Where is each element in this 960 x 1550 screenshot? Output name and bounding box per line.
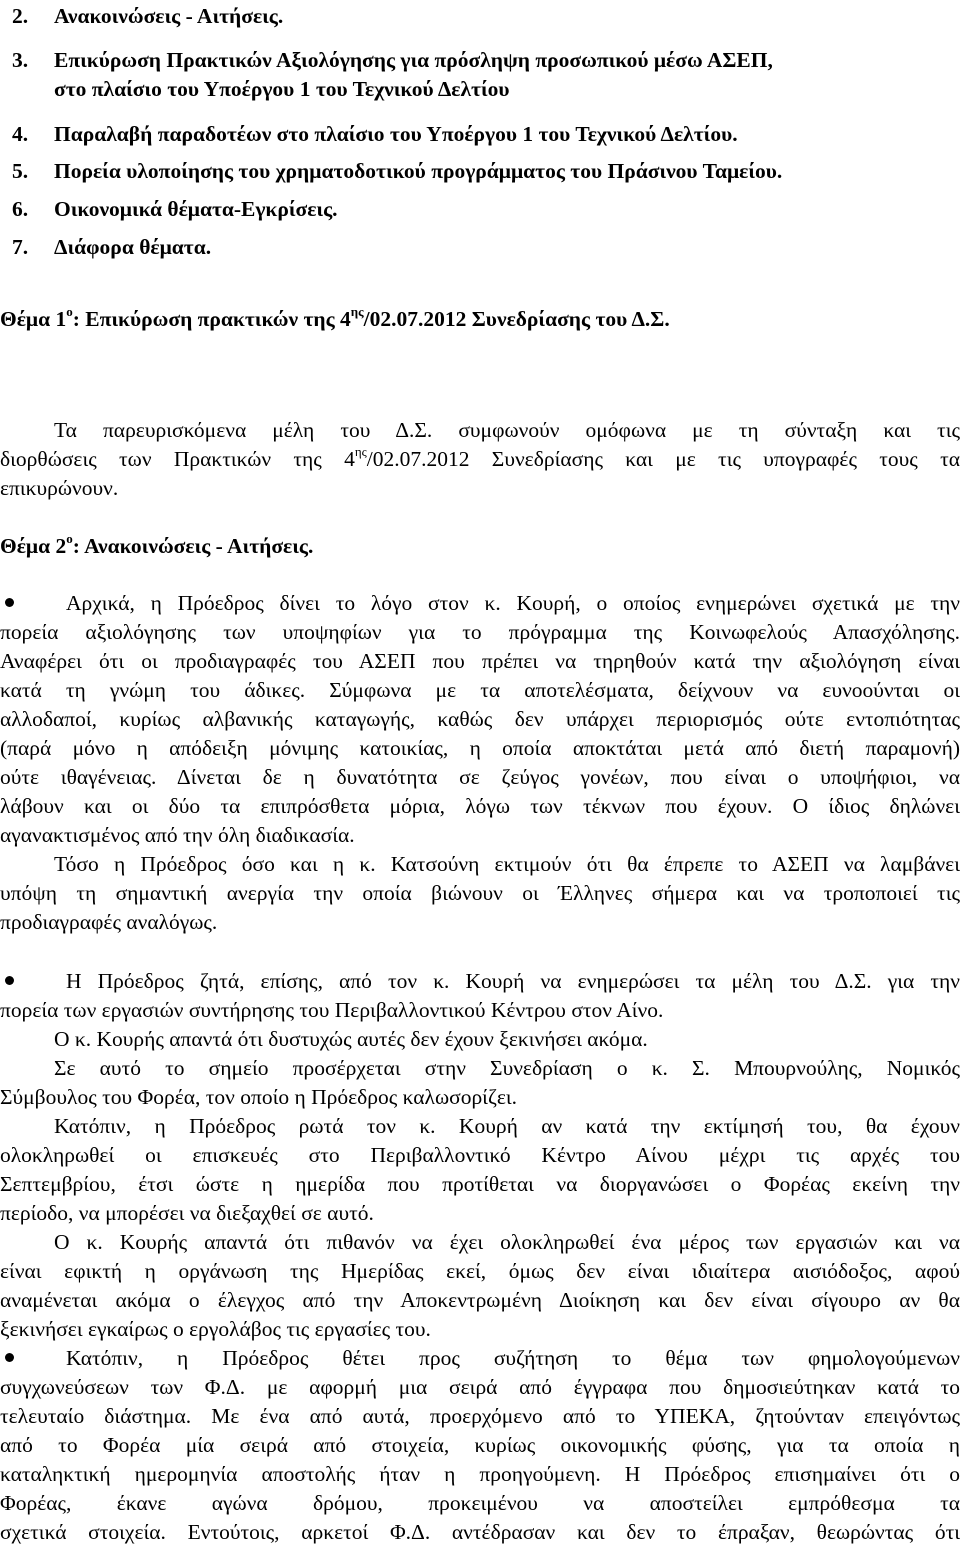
body-line: συγχωνεύσεων των Φ.Δ. με αφορμή μια σειρά από έγγραφα που δημοσιεύτηκαν κατά το [0,1375,960,1399]
agenda-num: 3. [12,48,29,72]
body-line: Η Πρόεδρος ζητά, επίσης, από τον κ. Κουρή να ενημερώσει τα μέλη του Δ.Σ. για την [66,969,960,993]
topic2-heading-sup: ο [66,530,73,546]
agenda-num: 2. [12,4,29,28]
agenda-num: 5. [12,159,29,183]
topic2-heading-b: : Ανακοινώσεις - Αιτήσεις. [72,534,314,558]
agenda-num: 6. [12,197,29,221]
body-line: Σε αυτό το σημείο προσέρχεται στην Συνεδρίαση ο κ. Σ. Μπουρνούλης, Νομικός [54,1056,960,1080]
topic1-line-2 [0,445,960,473]
body-line: Κατόπιν, η Πρόεδρος ρωτά τον κ. Κουρή αν κατά την εκτίμησή του, θα έχουν [54,1114,960,1138]
agenda-num: 7. [12,235,29,259]
body-line: προδιαγραφές αναλόγως. [0,910,218,934]
agenda-text: Διάφορα θέματα. [54,235,212,259]
topic1-line-1 [54,416,960,444]
topic2-heading [0,532,960,560]
body-line: είναι εφικτή η οργάνωση της Ημερίδας εκεί, όμως δεν είναι ιδιαίτερα αισιόδοξος, αφού [0,1259,960,1283]
topic1-text-a: διορθώσεις των Πρακτικών της 4 [0,447,355,471]
agenda-text: Επικύρωση Πρακτικών Αξιολόγησης για πρόσληψη προσωπικού μέσω ΑΣΕΠ, [54,48,773,72]
agenda-text: Ανακοινώσεις - Αιτήσεις. [54,4,284,28]
topic1-line-3 [0,474,960,502]
topic1-heading-a: Θέμα 1 [0,307,67,331]
body-line: τελευταίο διάστημα. Με ένα από αυτά, προερχόμενο από το ΥΠΕΚΑ, ζητούνταν επειγόντως [0,1404,960,1428]
agenda-text-cont: στο πλαίσιο του Υποέργου 1 του Τεχνικού Δελτίου [54,77,510,101]
agenda-text: Παραλαβή παραδοτέων στο πλαίσιο του Υποέργου 1 του Τεχνικού Δελτίου. [54,122,738,146]
topic1-heading-b: : Επικύρωση πρακτικών της 4 [72,307,351,331]
body-line: Σύμβουλος του Φορέα, τον οποίο η Πρόεδρος καλωσορίζει. [0,1085,518,1109]
topic1-heading-sup: ο [66,303,73,319]
topic1-text: επικυρώνουν. [0,476,119,500]
body-line: Ο κ. Κουρής απαντά ότι πιθανόν να έχει ολοκληρωθεί ένα μέρος των εργασιών και να [54,1230,960,1254]
body-line: ούτε ιθαγένειας. Δίνεται δε η δυνατότητα σε ζεύγος γονέων, που είναι ο υποψήφιοι, να [0,765,960,789]
body-line: αγανακτισμένος από την όλη διαδικασία. [0,823,355,847]
topic1-text-sup: ης [354,443,367,459]
bullet-icon [5,598,14,607]
agenda-text: Οικονομικά θέματα-Εγκρίσεις. [54,197,338,221]
topic1-heading [0,305,960,333]
body-line: κατά τη γνώμη του άδικες. Σύμφωνα με τα αποτελέσματα, δείχνουν να ευνοούνται οι [0,678,960,702]
body-line: (παρά μόνο η απόδειξη μόνιμης κατοικίας, η οποία αποκτάται μετά από διετή παραμονή) [0,736,960,760]
bullet-icon [5,1353,14,1362]
topic1-text-b: /02.07.2012 Συνεδρίασης και με τις υπογραφές τους τα [366,447,960,471]
body-line: καταληκτική ημερομηνία αποστολής ήταν η προηγούμενη. Η Πρόεδρος επισημαίνει ότι ο [0,1462,960,1486]
body-line: ξεκινήσει εγκαίρως ο εργολάβος τις εργασίες του. [0,1317,431,1341]
body-line: σχετικά στοιχεία. Εντούτοις, αρκετοί Φ.Δ. αντέδρασαν και δεν το έπραξαν, θεωρώντας ότι [0,1520,960,1544]
body-line: Τόσο η Πρόεδρος όσο και η κ. Κατσούνη εκτιμούν ότι θα έπρεπε το ΑΣΕΠ να λαμβάνει [54,852,960,876]
body-line: αναμένεται ακόμα ο έλεγχος από την Αποκεντρωμένη Διοίκηση και δεν είναι σίγουρο αν θα [0,1288,960,1312]
body-line: πορεία αξιολόγησης των υποψηφίων για το πρόγραμμα της Κοινωφελούς Απασχόλησης. [0,620,960,644]
body-line: περίοδο, να μπορέσει να διεξαχθεί σε αυτό. [0,1201,374,1225]
body-line: Φορέας, έκανε αγώνα δρόμου, προκειμένου να αποστείλει εμπρόθεσμα τα [0,1491,960,1515]
body-line: Ο κ. Κουρής απαντά ότι δυστυχώς αυτές δεν έχουν ξεκινήσει ακόμα. [54,1027,648,1051]
body-line: λάβουν και οι δύο τα επιπρόσθετα μόρια, λόγω των τέκνων που έχουν. Ο ίδιος δηλώνει [0,794,960,818]
body-line: πορεία των εργασιών συντήρησης του Περιβαλλοντικού Κέντρου στον Αίνο. [0,998,664,1022]
body-line: αλλοδαποί, κυρίως αλβανικής καταγωγής, καθώς δεν υπάρχει περιορισμός ούτε εντοπιότητας [0,707,960,731]
body-line: Αναφέρει ότι οι προδιαγραφές του ΑΣΕΠ που πρέπει να τηρηθούν κατά την αξιολόγηση είναι [0,649,960,673]
agenda-num: 4. [12,122,29,146]
body-line: Αρχικά, η Πρόεδρος δίνει το λόγο στον κ. Κουρή, ο οποίος ενημερώνει σχετικά με την [66,591,960,615]
agenda-text: Πορεία υλοποίησης του χρηματοδοτικού προγράμματος του Πράσινου Ταμείου. [54,159,783,183]
topic1-heading-sup2: ης [350,303,364,319]
topic2-heading-a: Θέμα 2 [0,534,67,558]
bullet-icon [5,976,14,985]
topic1-text: Τα παρευρισκόμενα μέλη του Δ.Σ. συμφωνούν ομόφωνα με τη σύνταξη και τις [54,418,960,442]
body-line: Κατόπιν, η Πρόεδρος θέτει προς συζήτηση το θέμα των φημολογούμενων [66,1346,960,1370]
body-line: ολοκληρωθεί οι επισκευές στο Περιβαλλοντικό Κέντρο Αίνου μέχρι τις αρχές του [0,1143,960,1167]
body-line: από το Φορέα μία σειρά από στοιχεία, κυρίως οικονομικής φύσης, για τα οποία η [0,1433,960,1457]
body-line: υπόψη τη σημαντική ανεργία την οποία βιώνουν οι Έλληνες σήμερα και να τροποποιεί τις [0,881,960,905]
topic1-heading-c: /02.07.2012 Συνεδρίασης του Δ.Σ. [363,307,670,331]
body-line: Σεπτεμβρίου, έτσι ώστε η ημερίδα που προτίθεται να διοργανώσει ο Φορέας εκείνη την [0,1172,960,1196]
